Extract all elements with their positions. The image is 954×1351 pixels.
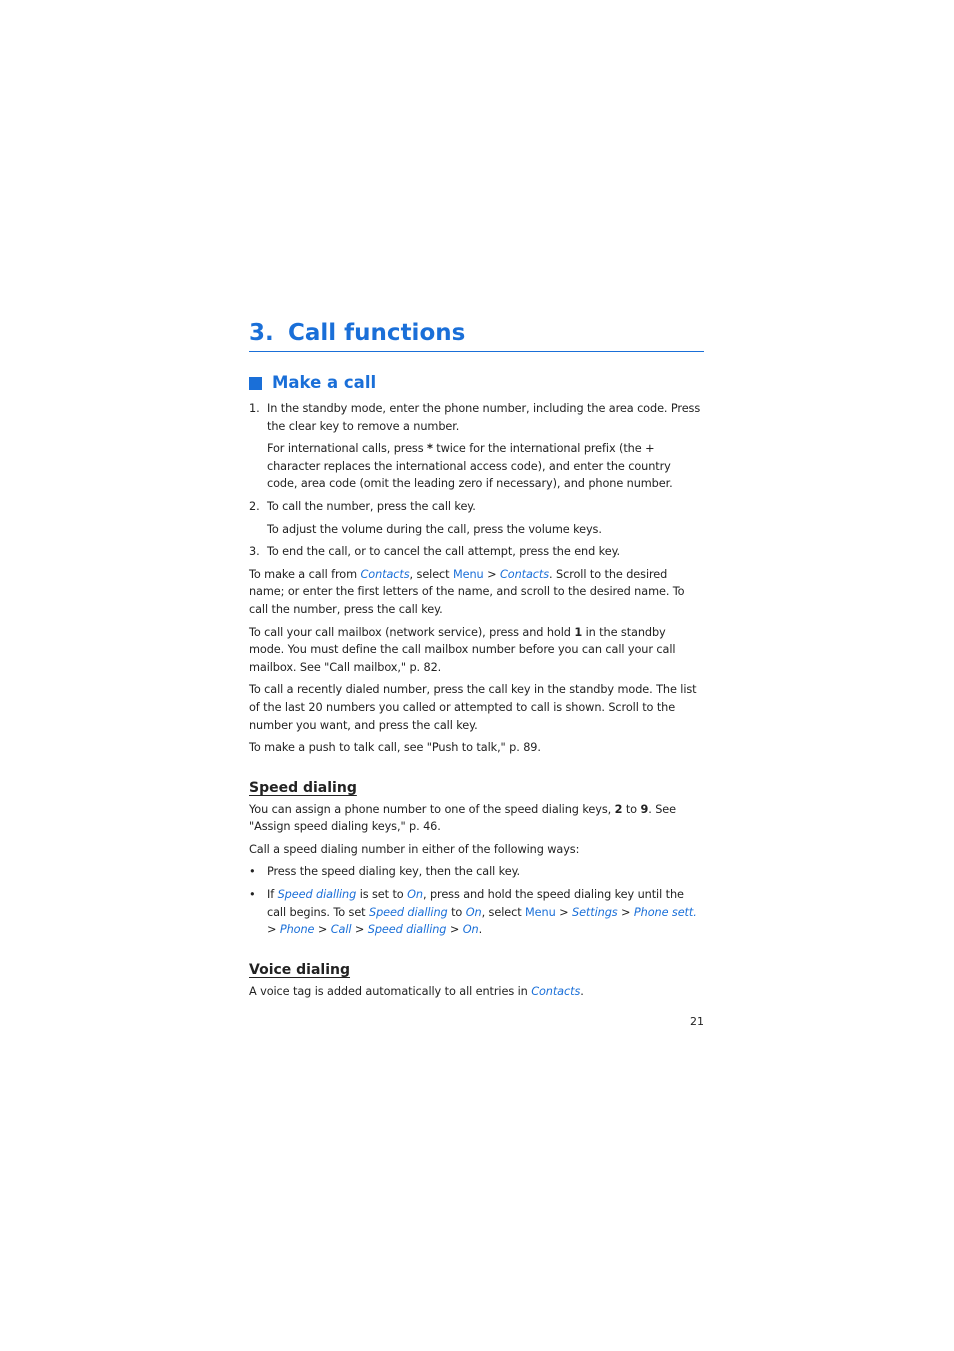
ui-term-on: On bbox=[407, 888, 423, 902]
para-ptt: To make a push to talk call, see "Push to talk," p. 89. bbox=[249, 741, 541, 755]
step-number: 3. bbox=[249, 545, 260, 559]
chapter-title-text: Call functions bbox=[288, 320, 466, 346]
step-1-note bbox=[249, 440, 704, 493]
square-bullet-icon bbox=[249, 377, 262, 390]
separator: > bbox=[267, 923, 280, 937]
note-text: For international calls, press bbox=[267, 442, 427, 456]
ui-term-menu: Menu bbox=[525, 905, 556, 919]
page-number: 21 bbox=[690, 1015, 704, 1028]
text: is set to bbox=[356, 888, 408, 902]
text: , select bbox=[481, 905, 526, 919]
note-text: twice for the international prefix (the + character replaces the international access code), and enter the country code, area code (omit the leading zero if necessary), and phone number. bbox=[267, 442, 673, 491]
text: To make a call from bbox=[249, 567, 361, 581]
step-text: To call the number, press the call key. bbox=[267, 499, 476, 513]
ui-term-contacts: Contacts bbox=[499, 567, 550, 581]
separator: > bbox=[351, 923, 368, 937]
speed-para-2: Call a speed dialing number in either of the following ways: bbox=[249, 842, 580, 856]
ui-term-speed-dialling: Speed dialling bbox=[369, 905, 448, 919]
text: . See "Assign speed dialing keys," p. 46. bbox=[249, 802, 677, 834]
step-number: 1. bbox=[249, 402, 260, 415]
ui-term-phone-sett: Phone sett. bbox=[633, 905, 697, 919]
ui-term-contacts: Contacts bbox=[360, 567, 410, 581]
section-heading bbox=[249, 372, 704, 394]
text: . bbox=[478, 923, 483, 937]
ui-term-on: On bbox=[462, 923, 479, 937]
text: , press and hold the speed dialing key until the call begins. To set bbox=[267, 888, 684, 919]
separator: > bbox=[446, 923, 463, 937]
ui-term-call: Call bbox=[330, 923, 352, 937]
page-content bbox=[249, 318, 704, 1000]
voice-dialing-heading: Voice dialing bbox=[249, 961, 351, 978]
steps-list bbox=[249, 400, 704, 561]
speed-dialing-heading: Speed dialing bbox=[249, 779, 357, 796]
step-3 bbox=[249, 543, 704, 561]
bullet-icon: • bbox=[249, 865, 256, 879]
ui-term-settings: Settings bbox=[572, 905, 618, 919]
ui-term-speed-dialling: Speed dialling bbox=[367, 923, 447, 937]
ui-term-phone: Phone bbox=[279, 923, 315, 937]
step-number: 2. bbox=[249, 499, 260, 513]
bullet-item-1 bbox=[249, 863, 704, 881]
key-1: 1 bbox=[574, 625, 583, 639]
ui-term-speed-dialling: Speed dialling bbox=[277, 888, 357, 902]
chapter-number: 3. bbox=[249, 320, 274, 346]
key-9: 9 bbox=[640, 802, 649, 816]
text: . bbox=[580, 984, 584, 998]
text: . Scroll to the desired name; or enter the first letters of the name, and scroll to the desired name. To call the number, press the call key. bbox=[249, 567, 685, 616]
ui-term-menu: Menu bbox=[453, 567, 484, 581]
text: You can assign a phone number to one of the speed dialing keys, bbox=[249, 802, 615, 816]
step-2-note: To adjust the volume during the call, press the volume keys. bbox=[267, 522, 602, 536]
text: To call your call mailbox (network service), press and hold bbox=[249, 625, 575, 639]
section-title: Make a call bbox=[272, 373, 377, 392]
para-recent: To call a recently dialed number, press the call key in the standby mode. The list of the last 20 numbers you called or attempted to call is shown. Scroll to the number you want, and press the call key. bbox=[249, 683, 697, 732]
star-key: * bbox=[427, 442, 433, 456]
chapter-title bbox=[249, 318, 704, 352]
ui-term-on: On bbox=[465, 905, 482, 919]
para-contacts bbox=[249, 566, 704, 619]
bullet-text bbox=[267, 886, 704, 939]
key-2: 2 bbox=[614, 802, 623, 816]
text: A voice tag is added automatically to all entries in bbox=[249, 984, 532, 998]
speed-para-1 bbox=[249, 801, 704, 836]
bullet-text: Press the speed dialing key, then the call key. bbox=[267, 865, 521, 879]
text: to bbox=[447, 905, 466, 919]
separator: > bbox=[555, 905, 573, 919]
ui-term-contacts: Contacts bbox=[531, 984, 581, 998]
step-1 bbox=[249, 400, 704, 435]
bullet-item-2 bbox=[249, 886, 704, 939]
bullet-icon: • bbox=[249, 888, 256, 902]
separator: > bbox=[483, 567, 500, 581]
separator: > bbox=[314, 923, 331, 937]
separator: > bbox=[617, 905, 634, 919]
voice-para bbox=[249, 983, 704, 1001]
text: , select bbox=[409, 567, 453, 581]
step-2 bbox=[249, 498, 704, 516]
para-mailbox bbox=[249, 624, 704, 677]
text: If bbox=[267, 888, 278, 902]
text: to bbox=[622, 802, 641, 816]
text: in the standby mode. You must define the call mailbox number before you can call your call mailbox. See "Call mailbox," p. 82. bbox=[249, 625, 676, 674]
step-text: To end the call, or to cancel the call attempt, press the end key. bbox=[267, 545, 621, 559]
step-text: In the standby mode, enter the phone number, including the area code. Press the clear key to remove a number. bbox=[267, 402, 701, 433]
